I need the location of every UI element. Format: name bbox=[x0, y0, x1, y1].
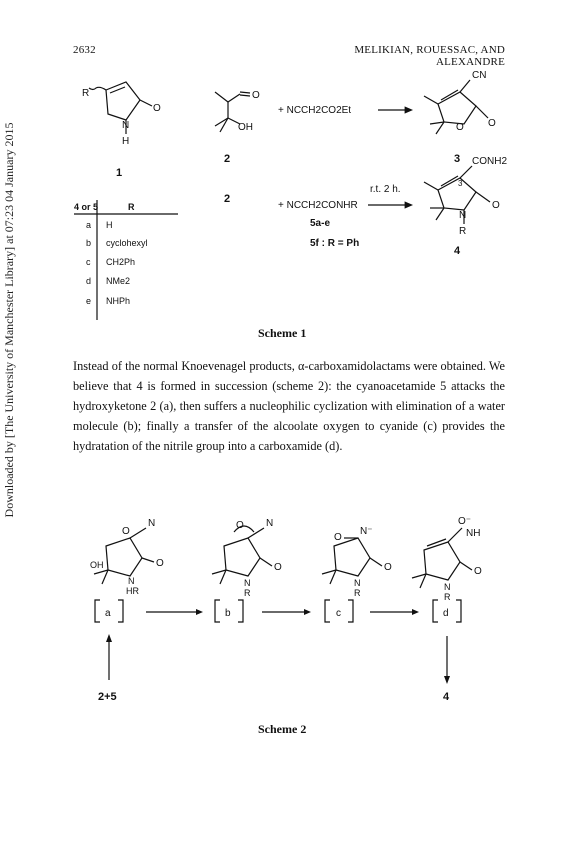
svg-text:a: a bbox=[105, 608, 111, 619]
svg-text:R: R bbox=[82, 88, 90, 99]
svg-text:3: 3 bbox=[454, 153, 461, 165]
svg-text:e: e bbox=[86, 296, 92, 306]
svg-text:d: d bbox=[86, 276, 92, 286]
svg-text:R: R bbox=[354, 588, 361, 598]
svg-text:O: O bbox=[122, 526, 130, 537]
svg-text:N: N bbox=[128, 576, 135, 586]
svg-text:N⁻: N⁻ bbox=[360, 526, 373, 537]
running-head-authors: MELIKIAN, ROUESSAC, AND ALEXANDRE bbox=[354, 44, 505, 68]
svg-text:O: O bbox=[334, 532, 342, 543]
svg-text:2+5: 2+5 bbox=[98, 691, 117, 703]
svg-text:O: O bbox=[156, 558, 164, 569]
svg-text:O: O bbox=[236, 520, 244, 531]
scheme-2-caption: Scheme 2 bbox=[258, 722, 307, 736]
svg-text:3: 3 bbox=[458, 179, 463, 188]
svg-text:CH2Ph: CH2Ph bbox=[106, 257, 136, 267]
svg-text:N: N bbox=[459, 210, 467, 221]
svg-text:O: O bbox=[492, 200, 500, 211]
compound-4-structure bbox=[368, 166, 490, 224]
svg-text:r.t. 2 h.: r.t. 2 h. bbox=[370, 184, 401, 195]
svg-text:R: R bbox=[128, 202, 135, 212]
svg-text:O: O bbox=[488, 118, 496, 129]
svg-text:4 or 5: 4 or 5 bbox=[74, 202, 99, 212]
svg-text:4: 4 bbox=[443, 691, 450, 703]
svg-text:N: N bbox=[148, 518, 156, 529]
svg-text:4: 4 bbox=[454, 245, 461, 257]
svg-text:cyclohexyl: cyclohexyl bbox=[106, 238, 148, 248]
svg-text:CN: CN bbox=[472, 70, 487, 81]
svg-text:O: O bbox=[153, 103, 161, 114]
svg-text:CONH2: CONH2 bbox=[472, 156, 508, 167]
svg-text:N: N bbox=[444, 582, 451, 592]
svg-text:NMe2: NMe2 bbox=[106, 276, 131, 286]
svg-text:N: N bbox=[266, 518, 274, 529]
svg-text:NH: NH bbox=[466, 528, 481, 539]
svg-text:NHPh: NHPh bbox=[106, 296, 131, 306]
body-paragraph: Instead of the normal Knoevenagel products, α-carboxamidolactams were obtained. We believe that 4 is formed in succession (scheme 2): the cyanoacetamide 5 attacks the hydroxyketone 2 (a), then suffers a nucleophilic cyclization with elimination of a water molecule (b); finally a transfer of the alcoolate oxygen to cyanide (c) provides the hydratation of the nitrile group into a carboxamide (d). bbox=[73, 359, 505, 453]
svg-text:2: 2 bbox=[224, 193, 231, 205]
page-number: 2632 bbox=[73, 44, 96, 56]
download-watermark: Downloaded by [The University of Manchester Library] at 07:23 04 January 2015 bbox=[2, 122, 16, 518]
svg-text:R: R bbox=[444, 592, 451, 602]
svg-text:O: O bbox=[474, 566, 482, 577]
compound-1-structure bbox=[89, 82, 152, 134]
svg-text:c: c bbox=[336, 608, 341, 619]
svg-text:5a-e: 5a-e bbox=[310, 218, 331, 229]
svg-text:a: a bbox=[86, 220, 92, 230]
svg-text:O: O bbox=[274, 562, 282, 573]
scheme-1-diagram bbox=[60, 62, 530, 332]
svg-text:d: d bbox=[443, 608, 449, 619]
svg-text:HR: HR bbox=[126, 586, 139, 596]
svg-text:R: R bbox=[459, 226, 467, 237]
svg-text:2: 2 bbox=[224, 153, 231, 165]
svg-text:1: 1 bbox=[116, 167, 123, 179]
svg-text:N: N bbox=[354, 578, 361, 588]
scheme-1-caption: Scheme 1 bbox=[258, 326, 307, 340]
svg-text:N: N bbox=[122, 120, 130, 131]
svg-text:R: R bbox=[244, 588, 251, 598]
svg-text:OH: OH bbox=[90, 560, 104, 570]
svg-text:+ NCCH2CONHR: + NCCH2CONHR bbox=[278, 200, 358, 211]
svg-text:b: b bbox=[86, 238, 92, 248]
svg-text:+ NCCH2CO2Et: + NCCH2CO2Et bbox=[278, 105, 352, 116]
svg-text:O: O bbox=[384, 562, 392, 573]
svg-text:OH: OH bbox=[238, 122, 253, 133]
svg-text:c: c bbox=[86, 257, 91, 267]
scheme-2-diagram bbox=[72, 510, 512, 720]
svg-text:5f : R = Ph: 5f : R = Ph bbox=[310, 238, 360, 249]
svg-text:H: H bbox=[106, 220, 113, 230]
svg-text:O: O bbox=[456, 122, 464, 133]
svg-text:b: b bbox=[225, 608, 231, 619]
svg-text:O⁻: O⁻ bbox=[458, 516, 472, 527]
svg-text:N: N bbox=[244, 578, 251, 588]
svg-text:O: O bbox=[252, 90, 260, 101]
svg-text:H: H bbox=[122, 136, 130, 147]
